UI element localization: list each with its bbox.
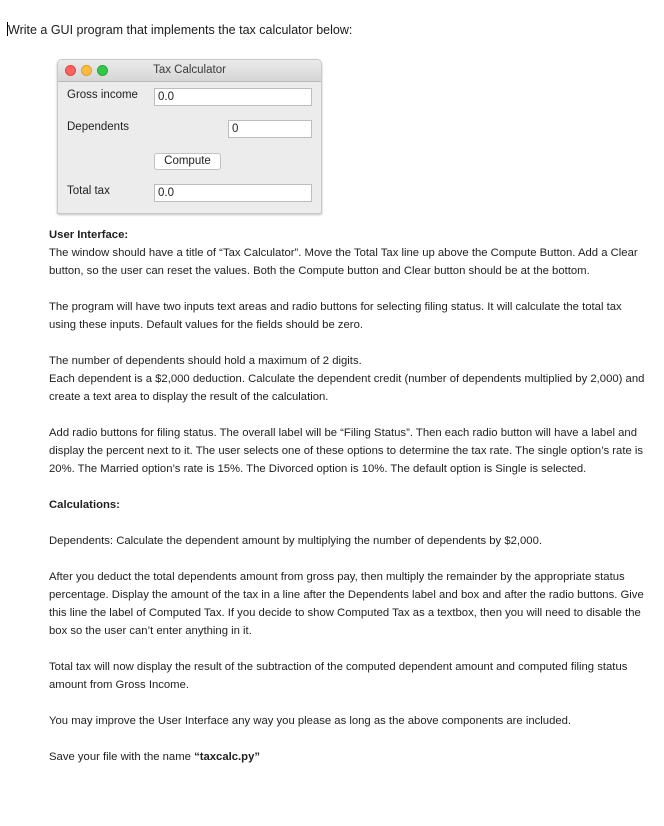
filename: “taxcalc.py” [194, 751, 260, 763]
compute-button[interactable]: Compute [154, 153, 221, 170]
gross-income-input[interactable]: 0.0 [154, 88, 312, 106]
gross-income-label: Gross income [67, 89, 138, 101]
tax-calculator-window [57, 59, 322, 214]
dependents-label: Dependents [67, 121, 130, 133]
total-tax-label: Total tax [67, 185, 110, 197]
paragraph-inputs: The program will have two inputs text areas and radio buttons for selecting filing status. It will calculate the total tax using these inputs. Default values for the fields should be zero. [49, 301, 622, 331]
ui-heading: User Interface: [49, 229, 129, 241]
paragraph-window-title: The window should have a title of “Tax Calculator”. Move the Total Tax line up above the Compute Button. Add a Clear button, so the user can reset the values. Both the Compute button and Clear button should be at the bottom. [49, 247, 638, 277]
paragraph-radio-buttons: Add radio buttons for filing status. The overall label will be “Filing Status”. Then each radio button will have a label and display the percent next to it. The user selects one of these options to determine the tax rate. The single option’s rate is 20%. The Married option’s rate is 15%. The Divorced option is 10%. The default option is Single is selected. [49, 427, 644, 475]
calculations-heading: Calculations: [49, 499, 120, 511]
intro-text: Write a GUI program that implements the tax calculator below: [8, 23, 353, 37]
window-title: Tax Calculator [153, 64, 226, 76]
paragraph-dependents-max: The number of dependents should hold a maximum of 2 digits. [49, 355, 362, 367]
paragraph-improve-ui: You may improve the User Interface any way you please as long as the above components are included. [49, 715, 572, 727]
dependents-input[interactable]: 0 [228, 120, 312, 138]
assignment-text [49, 226, 649, 766]
paragraph-computed-tax: After you deduct the total dependents amount from gross pay, then multiply the remainder by the appropriate status percentage. Display the amount of the tax in a line after the Dependents label and box and after the radio buttons. Give this line the label of Computed Tax. If you decide to show Computed Tax as a textbox, then you will need to disable the box so the user can’t enter anything in it. [49, 571, 644, 637]
total-tax-output: 0.0 [154, 184, 312, 202]
paragraph-save-file: Save your file with the name “taxcalc.py” [49, 751, 260, 763]
window-titlebar [58, 60, 321, 82]
paragraph-dependents-calc: Dependents: Calculate the dependent amount by multiplying the number of dependents by $2,000. [49, 535, 543, 547]
paragraph-total-tax: Total tax will now display the result of the subtraction of the computed dependent amount and computed filing status amount from Gross Income. [49, 661, 628, 691]
paragraph-dependent-deduction: Each dependent is a $2,000 deduction. Calculate the dependent credit (number of dependents multiplied by 2,000) and create a text area to display the result of the calculation. [49, 373, 645, 403]
